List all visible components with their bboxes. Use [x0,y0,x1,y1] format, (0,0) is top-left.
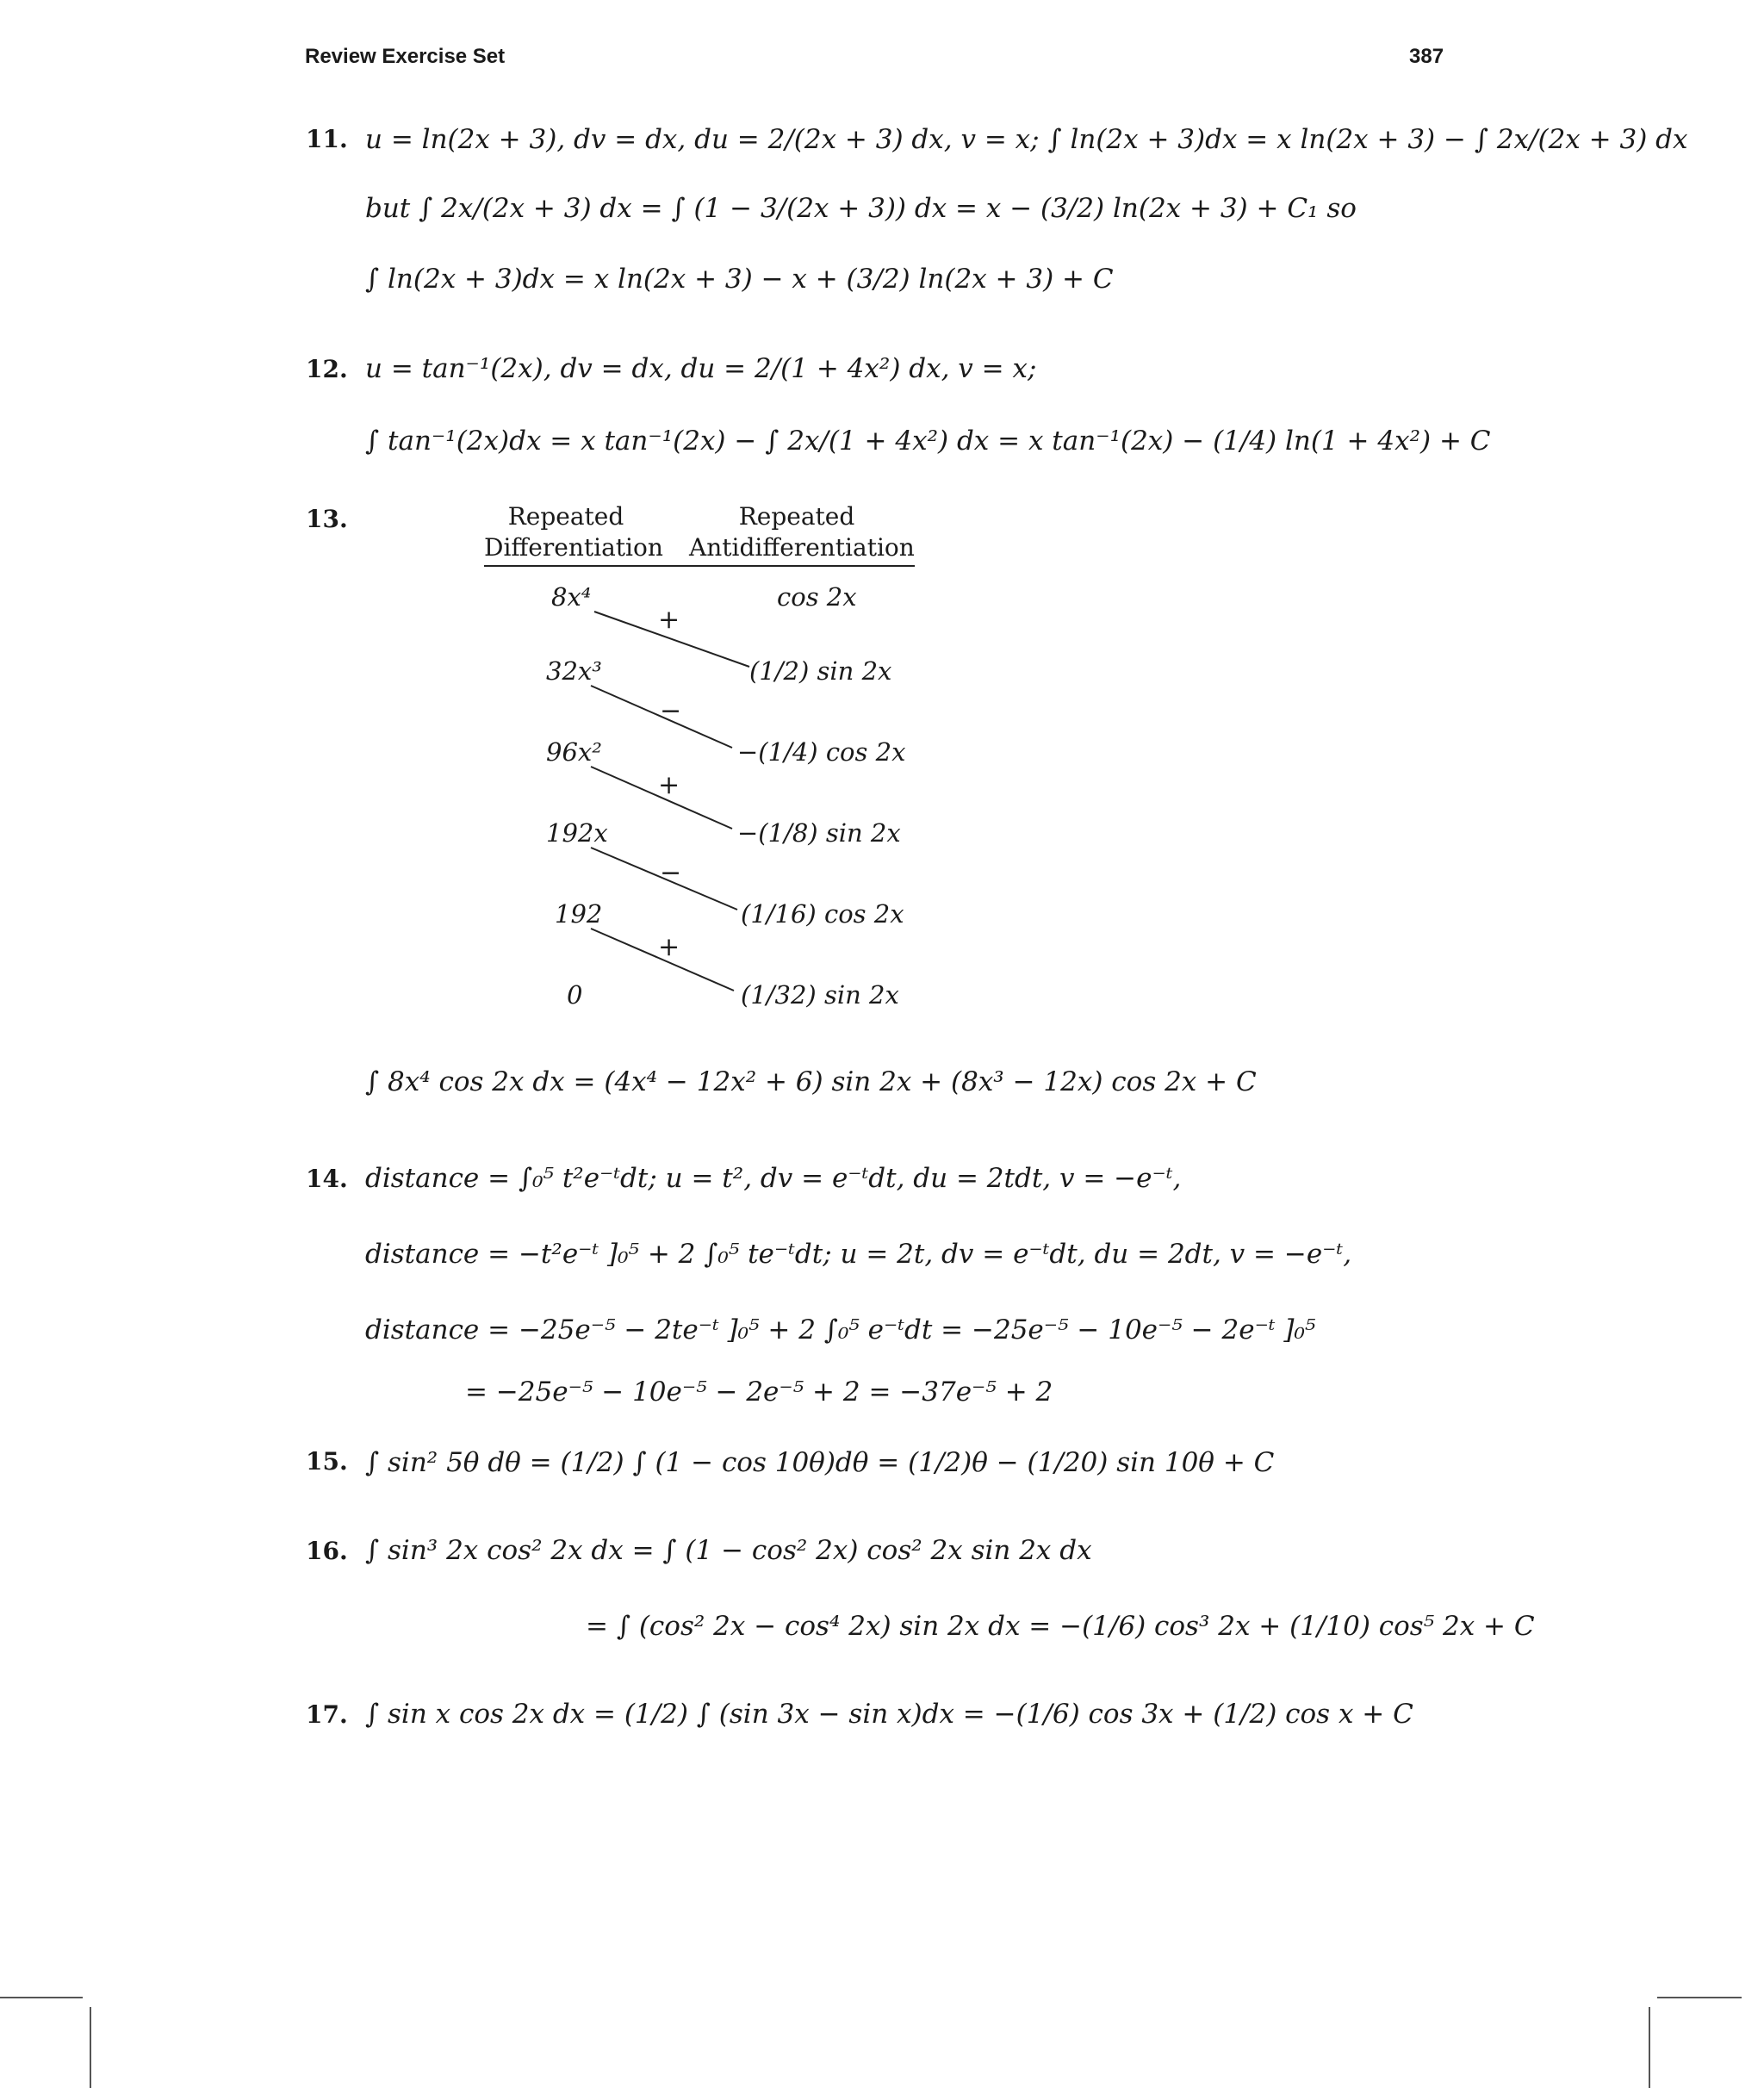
tabular-col1-header-line1: Repeated [507,502,624,531]
diff-row-4: 192x [546,818,608,848]
problem-14-line-1: distance = ∫₀⁵ t²e⁻ᵗdt; u = t², dv = e⁻ᵗdt, du = 2tdt, v = −e⁻ᵗ, [365,1163,1182,1194]
page-number: 387 [1409,45,1444,68]
running-header-title: Review Exercise Set [305,45,506,68]
problem-16-line-2: = ∫ (cos² 2x − cos⁴ 2x) sin 2x dx = −(1/6) cos³ 2x + (1/10) cos⁵ 2x + C [586,1611,1535,1642]
problem-13-result: ∫ 8x⁴ cos 2x dx = (4x⁴ − 12x² + 6) sin 2x + (8x³ − 12x) cos 2x + C [365,1066,1257,1097]
problem-17-number: 17. [306,1700,348,1729]
problem-14-line-4: = −25e⁻⁵ − 10e⁻⁵ − 2e⁻⁵ + 2 = −37e⁻⁵ + 2 [465,1376,1053,1408]
problem-17-line-1: ∫ sin x cos 2x dx = (1/2) ∫ (sin 3x − sin x)dx = −(1/6) cos 3x + (1/2) cos x + C [365,1699,1413,1730]
problem-12-number: 12. [306,355,348,383]
diff-row-3: 96x² [546,737,602,767]
problem-16-number: 16. [306,1537,348,1565]
sign-2: − [660,696,682,726]
problem-12-line-1: u = tan⁻¹(2x), dv = dx, du = 2/(1 + 4x²) dx, v = x; [365,353,1037,384]
problem-11-line-3: ∫ ln(2x + 3)dx = x ln(2x + 3) − x + (3/2) ln(2x + 3) + C [365,264,1114,295]
diff-row-2: 32x³ [546,656,602,686]
anti-row-5: (1/16) cos 2x [741,899,904,929]
problem-11-line-2: but ∫ 2x/(2x + 3) dx = ∫ (1 − 3/(2x + 3)) dx = x − (3/2) ln(2x + 3) + C₁ so [365,193,1357,224]
diff-row-1: 8x⁴ [551,582,592,612]
anti-row-1: cos 2x [777,582,857,612]
sign-5: + [658,932,680,962]
tabular-col2-header-line2: Antidifferentiation [689,533,915,562]
crop-mark-right-vertical [1649,2007,1650,2088]
anti-row-3: −(1/4) cos 2x [737,737,906,767]
problem-11-number: 11. [306,125,348,153]
crop-mark-right-horizontal [1657,1997,1742,1998]
problem-15-number: 15. [306,1447,348,1476]
anti-row-6: (1/32) sin 2x [741,980,899,1010]
diff-row-5: 192 [555,899,603,929]
crop-mark-left-horizontal [0,1997,83,1998]
sign-3: + [658,770,680,800]
problem-14-line-2: distance = −t²e⁻ᵗ ]₀⁵ + 2 ∫₀⁵ te⁻ᵗdt; u = 2t, dv = e⁻ᵗdt, du = 2dt, v = −e⁻ᵗ, [365,1239,1352,1270]
diff-row-6: 0 [567,980,583,1010]
problem-11-line-1: u = ln(2x + 3), dv = dx, du = 2/(2x + 3) dx, v = x; ∫ ln(2x + 3)dx = x ln(2x + 3) − ∫ 2x/(2x + 3) dx [365,124,1688,155]
problem-14-number: 14. [306,1165,348,1193]
anti-row-4: −(1/8) sin 2x [737,818,901,848]
tabular-col1-header-line2: Differentiation [484,533,663,562]
tabular-col2-header-line1: Repeated [738,502,855,531]
problem-14-line-3: distance = −25e⁻⁵ − 2te⁻ᵗ ]₀⁵ + 2 ∫₀⁵ e⁻ᵗdt = −25e⁻⁵ − 10e⁻⁵ − 2e⁻ᵗ ]₀⁵ [365,1314,1316,1345]
problem-16-line-1: ∫ sin³ 2x cos² 2x dx = ∫ (1 − cos² 2x) cos² 2x sin 2x dx [365,1535,1092,1566]
sign-1: + [658,605,680,635]
problem-15-line-1: ∫ sin² 5θ dθ = (1/2) ∫ (1 − cos 10θ)dθ = (1/2)θ − (1/20) sin 10θ + C [365,1447,1275,1478]
problem-12-line-2: ∫ tan⁻¹(2x)dx = x tan⁻¹(2x) − ∫ 2x/(1 + 4x²) dx = x tan⁻¹(2x) − (1/4) ln(1 + 4x²) + C [365,426,1491,457]
crop-mark-left-vertical [90,2007,91,2088]
anti-row-2: (1/2) sin 2x [749,656,892,686]
sign-4: − [660,858,682,888]
problem-13-number: 13. [306,505,348,533]
